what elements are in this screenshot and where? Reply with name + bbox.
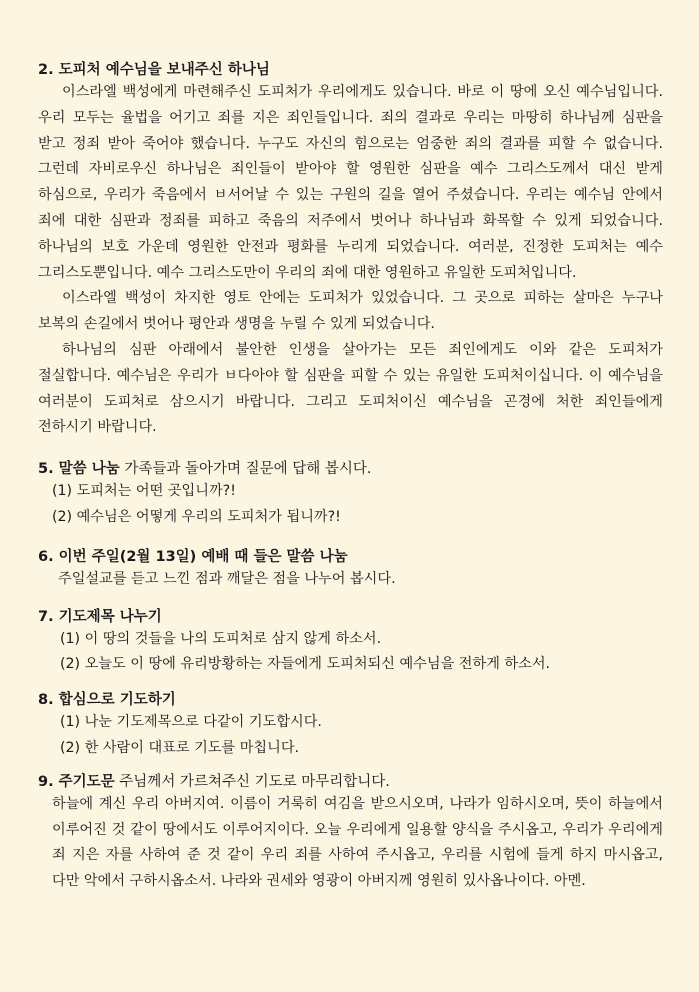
section-2-paragraph-1: 이스라엘 백성에게 마련해주신 도피처가 우리에게도 있습니다. 바로 이 땅에 오신 예수님입니다. 우리 모두는 율법을 어기고 죄를 지은 죄인들입니다. 죄의 결과로 우리는 마땅히 하나님께 심판을 받고 정죄 받아 죽어야 했습니다. 누구도 자신의 힘으로는 엄중한 죄의 결과를 피할 수 없습니다. 그런데 자비로우신 하나님은 죄인들이 받아야 할 영원한 심판을 예수 그리스도께서 대신 받게 하심으로, 우리가 죽음에서 ㅂ서어날 수 있는 구원의 길을 열어 주셨습니다. 우리는 예수님 안에서 죄에 대한 심판과 정죄를 피하고 죽음의 저주에서 벗어나 하나님과 화목할 수 있게 되었습니다. 하나님의 보호 가운데 영원한 안전과 평화를 누리게 되었습니다. 여러분, 진정한 도피처는 예수 그리스도뿐입니다. 예수 그리스도만이 우리의 죄에 대한 영원하고 유일한 도피처입니다. (38, 84, 663, 281)
section-9-heading-rest: 주님께서 가르쳐주신 기도로 마무리합니다. (114, 773, 390, 790)
lords-prayer-text: 하늘에 계신 우리 아버지여. 이름이 거룩히 여김을 받으시오며, 나라가 임하시오며, 뜻이 하늘에서 이루어진 것 같이 땅에서도 이루어지이다. 오늘 우리에게 일용할 양식을 주시옵고, 우리가 우리에게 죄 지은 자를 사하여 준 것 같이 우리 죄를 사하여 주시옵고, 우리를 시험에 들게 하지 마시옵고, 다만 악에서 구하시옵소서. 나라와 권세와 영광이 아버지께 영원히 있사옵나이다. 아멘. (52, 795, 663, 890)
section-8-heading: 8. 합심으로 기도하기 (38, 692, 176, 709)
section-7-item-1: (1) 이 땅의 것들을 나의 도피처로 삼지 않게 하소서. (60, 630, 382, 647)
section-refuge-jesus (38, 60, 663, 441)
section-5-heading (38, 459, 663, 479)
section-2-paragraph-3: 하나님의 심판 아래에서 불안한 인생을 살아가는 모든 죄인에게도 이와 같은 도피처가 절실합니다. 예수님은 우리가 ㅂ다아야 할 심판을 피할 수 있는 유일한 도피처이십니다. 이 예수님을 여러분이 도피처로 삼으시기 바랍니다. 그리고 도피처이신 예수님을 곤경에 처한 죄인들에게 전하시기 바랍니다. (38, 341, 663, 436)
section-9-heading-bold: 9. 주기도문 (38, 773, 115, 790)
section-prayer-topics (38, 607, 663, 679)
section-5-heading-bold: 5. 말씀 나눔 (38, 461, 120, 478)
section-5-question-2: (2) 예수님은 어떻게 우리의 도피처가 됩니까?! (52, 508, 341, 525)
section-lords-prayer (38, 772, 663, 895)
section-9-heading (38, 772, 663, 792)
section-word-sharing (38, 459, 663, 531)
section-sermon-sharing (38, 547, 663, 593)
section-5-question-1: (1) 도피처는 어떤 곳입니까?! (52, 483, 236, 500)
section-8-item-2: (2) 한 사람이 대표로 기도를 마칩니다. (60, 739, 300, 756)
section-7-heading: 7. 기도제목 나누기 (38, 608, 162, 625)
section-2-heading: 2. 도피처 예수님을 보내주신 하나님 (38, 62, 270, 78)
section-united-prayer (38, 690, 663, 762)
section-2-paragraph-2: 이스라엘 백성이 차지한 영토 안에는 도피처가 있었습니다. 그 곳으로 피하는 살마은 누구나 보복의 손길에서 벗어나 평안과 생명을 누릴 수 있게 되었습니다. (38, 290, 663, 333)
section-7-item-2: (2) 오늘도 이 땅에 유리방황하는 자들에게 도피처되신 예수님을 전하게 하소서. (60, 656, 551, 673)
section-8-item-1: (1) 나눈 기도제목으로 다같이 기도합시다. (60, 714, 322, 731)
section-5-heading-rest: 가족들과 돌아가며 질문에 답해 봅시다. (119, 461, 372, 478)
section-6-text: 주일설교를 듣고 느낀 점과 깨달은 점을 나누어 봅시다. (58, 570, 396, 587)
section-6-heading: 6. 이번 주일(2월 13일) 예배 때 들은 말씀 나눔 (38, 548, 348, 565)
